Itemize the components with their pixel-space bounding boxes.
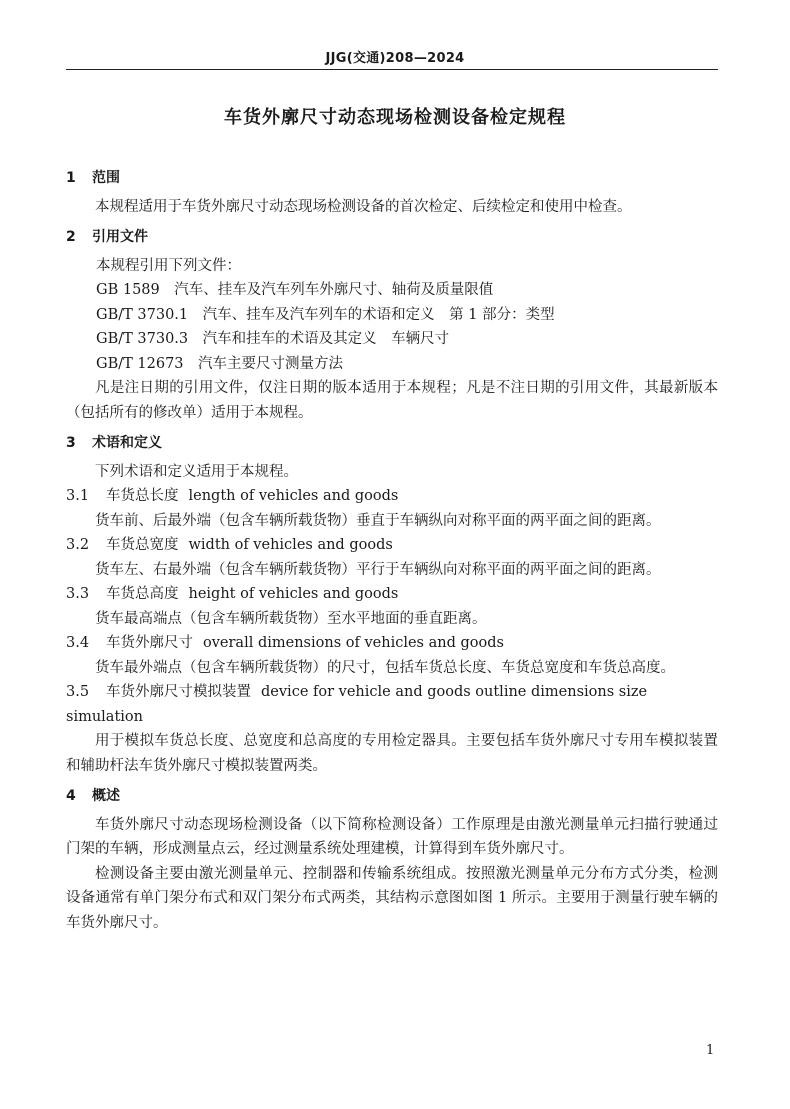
term-heading: 3.1 车货总长度 length of vehicles and goods: [66, 488, 399, 504]
overview-paragraph: 检测设备主要由激光测量单元、控制器和传输系统组成。按照激光测量单元分布方式分类，检测设备通常有单门架分布式和双门架分布式两类，其结构示意图如图 1 所示。主要用于测量行驶车辆的车货外廓尺寸。: [66, 865, 718, 931]
reference-note: 凡是注日期的引用文件，仅注日期的版本适用于本规程；凡是不注日期的引用文件，其最新版本（包括所有的修改单）适用于本规程。: [66, 380, 718, 421]
term-definition: 货车左、右最外端（包含车辆所载货物）平行于车辆纵向对称平面的两平面之间的距离。: [95, 561, 661, 578]
section-heading: 2 引用文件: [66, 229, 148, 245]
term-definition: 货车最高端点（包含车辆所载货物）至水平地面的垂直距离。: [95, 610, 487, 627]
section-heading: 3 术语和定义: [66, 435, 162, 451]
term-definition: 货车前、后最外端（包含车辆所载货物）垂直于车辆纵向对称平面的两平面之间的距离。: [95, 512, 661, 529]
reference-item: GB/T 3730.3 汽车和挂车的术语及其定义 车辆尺寸: [96, 331, 450, 347]
reference-intro: 本规程引用下列文件：: [96, 257, 241, 274]
document-header: JJG(交通)208—2024: [325, 51, 465, 66]
scope-paragraph: 本规程适用于车货外廓尺寸动态现场检测设备的首次检定、后续检定和使用中检查。: [95, 198, 632, 215]
term-heading: 3.2 车货总宽度 width of vehicles and goods: [66, 537, 393, 553]
term-heading: 3.4 车货外廓尺寸 overall dimensions of vehicles and goods: [66, 635, 504, 651]
overview-paragraph: 车货外廓尺寸动态现场检测设备（以下简称检测设备）工作原理是由激光测量单元扫描行驶通过门架的车辆，形成测量点云，经过测量系统处理建模，计算得到车货外廓尺寸。: [66, 816, 718, 857]
terms-intro: 下列术语和定义适用于本规程。: [95, 463, 298, 480]
reference-item: GB/T 3730.1 汽车、挂车及汽车列车的术语和定义 第 1 部分：类型: [96, 306, 555, 323]
page-number: 1: [706, 1043, 715, 1058]
section-heading: 4 概述: [66, 788, 120, 804]
term-heading: 3.3 车货总高度 height of vehicles and goods: [66, 586, 399, 602]
term-heading: 3.5 车货外廓尺寸模拟装置 device for vehicle and goods outline dimensions size simulation: [66, 684, 648, 725]
document-title: 车货外廓尺寸动态现场检测设备检定规程: [224, 107, 566, 128]
term-definition: 货车最外端点（包含车辆所载货物）的尺寸，包括车货总长度、车货总宽度和车货总高度。: [95, 659, 675, 676]
reference-item: GB/T 12673 汽车主要尺寸测量方法: [96, 355, 344, 372]
header-rule: [66, 69, 718, 70]
reference-item: GB 1589 汽车、挂车及汽车列车外廓尺寸、轴荷及质量限值: [96, 282, 494, 298]
section-heading: 1 范围: [66, 170, 120, 186]
term-definition: 用于模拟车货总长度、总宽度和总高度的专用检定器具。主要包括车货外廓尺寸专用车模拟装置和辅助杆法车货外廓尺寸模拟装置两类。: [66, 733, 718, 774]
document-body: [66, 160, 718, 935]
